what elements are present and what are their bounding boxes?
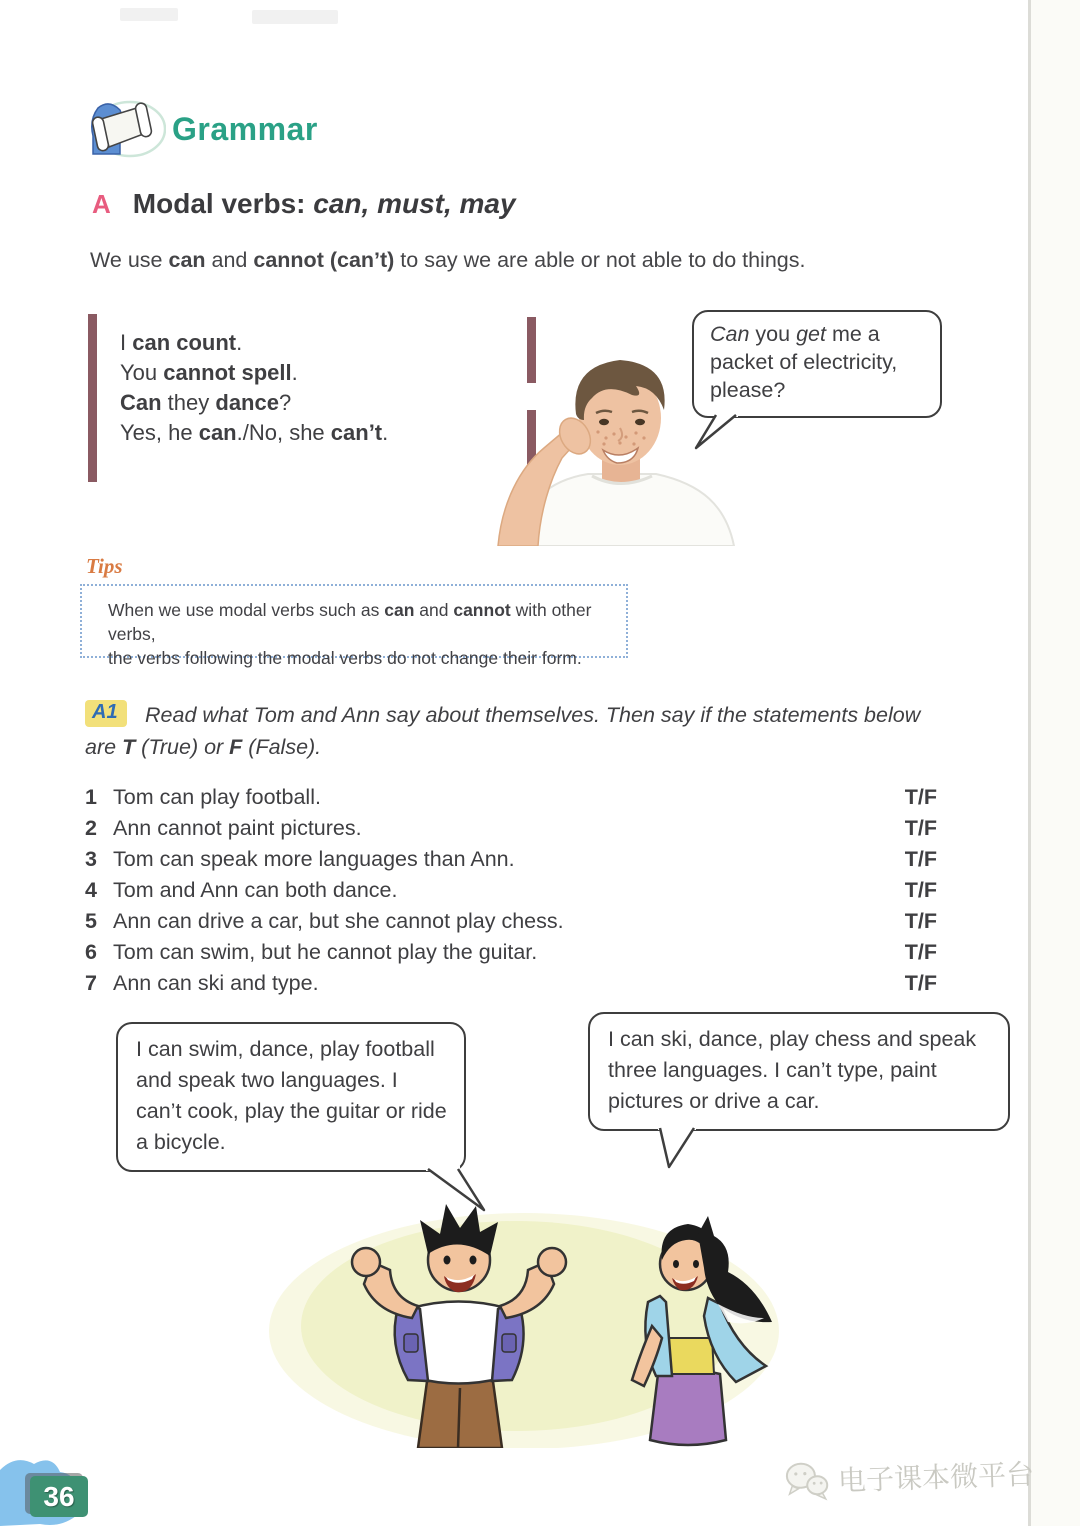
statement-number: 3 bbox=[85, 847, 97, 871]
section-heading bbox=[92, 188, 516, 220]
statement-row bbox=[85, 906, 937, 937]
grammar-header bbox=[84, 94, 318, 164]
statement-number: 4 bbox=[85, 878, 97, 902]
boy-speech-text: Can you get me a packet of electricity, please? bbox=[710, 322, 898, 402]
tom-and-ann-cartoon bbox=[266, 1176, 790, 1448]
speech-tail bbox=[642, 1125, 714, 1171]
statement-tf: T/F bbox=[904, 878, 937, 902]
example-line: You cannot spell. bbox=[120, 360, 298, 385]
ann-speech-text: I can ski, dance, play chess and speak three languages. I can’t type, paint pictures or drive a car. bbox=[608, 1027, 977, 1113]
statement-row bbox=[85, 782, 937, 813]
statement-row bbox=[85, 844, 937, 875]
statement-text: Ann can drive a car, but she cannot play chess. bbox=[113, 909, 564, 933]
statement-text: Tom can speak more languages than Ann. bbox=[113, 847, 515, 871]
page-scan-margin bbox=[1030, 0, 1080, 1526]
statement-number: 2 bbox=[85, 816, 97, 840]
grammar-title: Grammar bbox=[172, 110, 318, 147]
statement-row bbox=[85, 937, 937, 968]
page-edge-line bbox=[1028, 0, 1031, 1526]
instruction-line: are T (True) or F (False). bbox=[85, 735, 322, 759]
tom-speech-text: I can swim, dance, play football and speak two languages. I can’t cook, play the guitar or ride a bicycle. bbox=[136, 1037, 447, 1154]
example-lines bbox=[120, 328, 388, 448]
tips-label: Tips bbox=[86, 554, 123, 578]
statement-row bbox=[85, 968, 937, 999]
statement-text: Ann cannot paint pictures. bbox=[113, 816, 362, 840]
statement-tf: T/F bbox=[904, 816, 937, 840]
scan-artifact bbox=[252, 10, 338, 24]
statement-text: Tom can play football. bbox=[113, 785, 321, 809]
statement-tf: T/F bbox=[904, 785, 937, 809]
example-line: Yes, he can./No, she can’t. bbox=[120, 420, 389, 445]
example-line: I can count. bbox=[120, 330, 243, 355]
example-line: Can they dance? bbox=[120, 390, 292, 415]
tom-speech-bubble bbox=[116, 1022, 466, 1172]
statement-tf: T/F bbox=[904, 847, 937, 871]
statement-tf: T/F bbox=[904, 940, 937, 964]
statement-text: Ann can ski and type. bbox=[113, 971, 319, 995]
tips-line: When we use modal verbs such as can and cannot with other verbs, bbox=[108, 600, 592, 644]
exercise-instruction bbox=[85, 699, 980, 763]
watermark bbox=[783, 1452, 1034, 1503]
statement-tf: T/F bbox=[904, 971, 937, 995]
intro-sentence: We use can and cannot (can’t) to say we are able or not able to do things. bbox=[90, 248, 806, 272]
wechat-chat-bubbles-icon bbox=[783, 1459, 830, 1503]
statement-number: 7 bbox=[85, 971, 97, 995]
statement-tf: T/F bbox=[904, 909, 937, 933]
tips-text bbox=[108, 598, 626, 670]
page-number-badge: 36 bbox=[30, 1476, 88, 1517]
scan-artifact bbox=[120, 8, 178, 21]
section-title: Modal verbs: can, must, may bbox=[132, 188, 516, 219]
ann-speech-bubble bbox=[588, 1012, 1010, 1131]
statement-number: 5 bbox=[85, 909, 97, 933]
example-box bbox=[88, 314, 536, 482]
statement-text: Tom and Ann can both dance. bbox=[113, 878, 398, 902]
tips-box bbox=[80, 584, 628, 668]
boy-speech-bubble bbox=[692, 310, 942, 418]
speech-tail bbox=[690, 412, 762, 452]
instruction-line: Read what Tom and Ann say about themselves. Then say if the statements below bbox=[145, 703, 921, 727]
scroll-icon bbox=[84, 94, 166, 164]
statement-row bbox=[85, 875, 937, 906]
statement-row bbox=[85, 813, 937, 844]
exercise-badge: A1 bbox=[85, 700, 127, 727]
statement-number: 6 bbox=[85, 940, 97, 964]
section-label: A bbox=[92, 189, 111, 219]
statement-text: Tom can swim, but he cannot play the guitar. bbox=[113, 940, 538, 964]
tips-line: the verbs following the modal verbs do not change their form. bbox=[108, 648, 582, 668]
example-bar-left bbox=[88, 314, 97, 482]
statement-number: 1 bbox=[85, 785, 97, 809]
watermark-text: 电子课本微平台 bbox=[837, 1458, 1035, 1497]
statements-list bbox=[85, 782, 937, 999]
